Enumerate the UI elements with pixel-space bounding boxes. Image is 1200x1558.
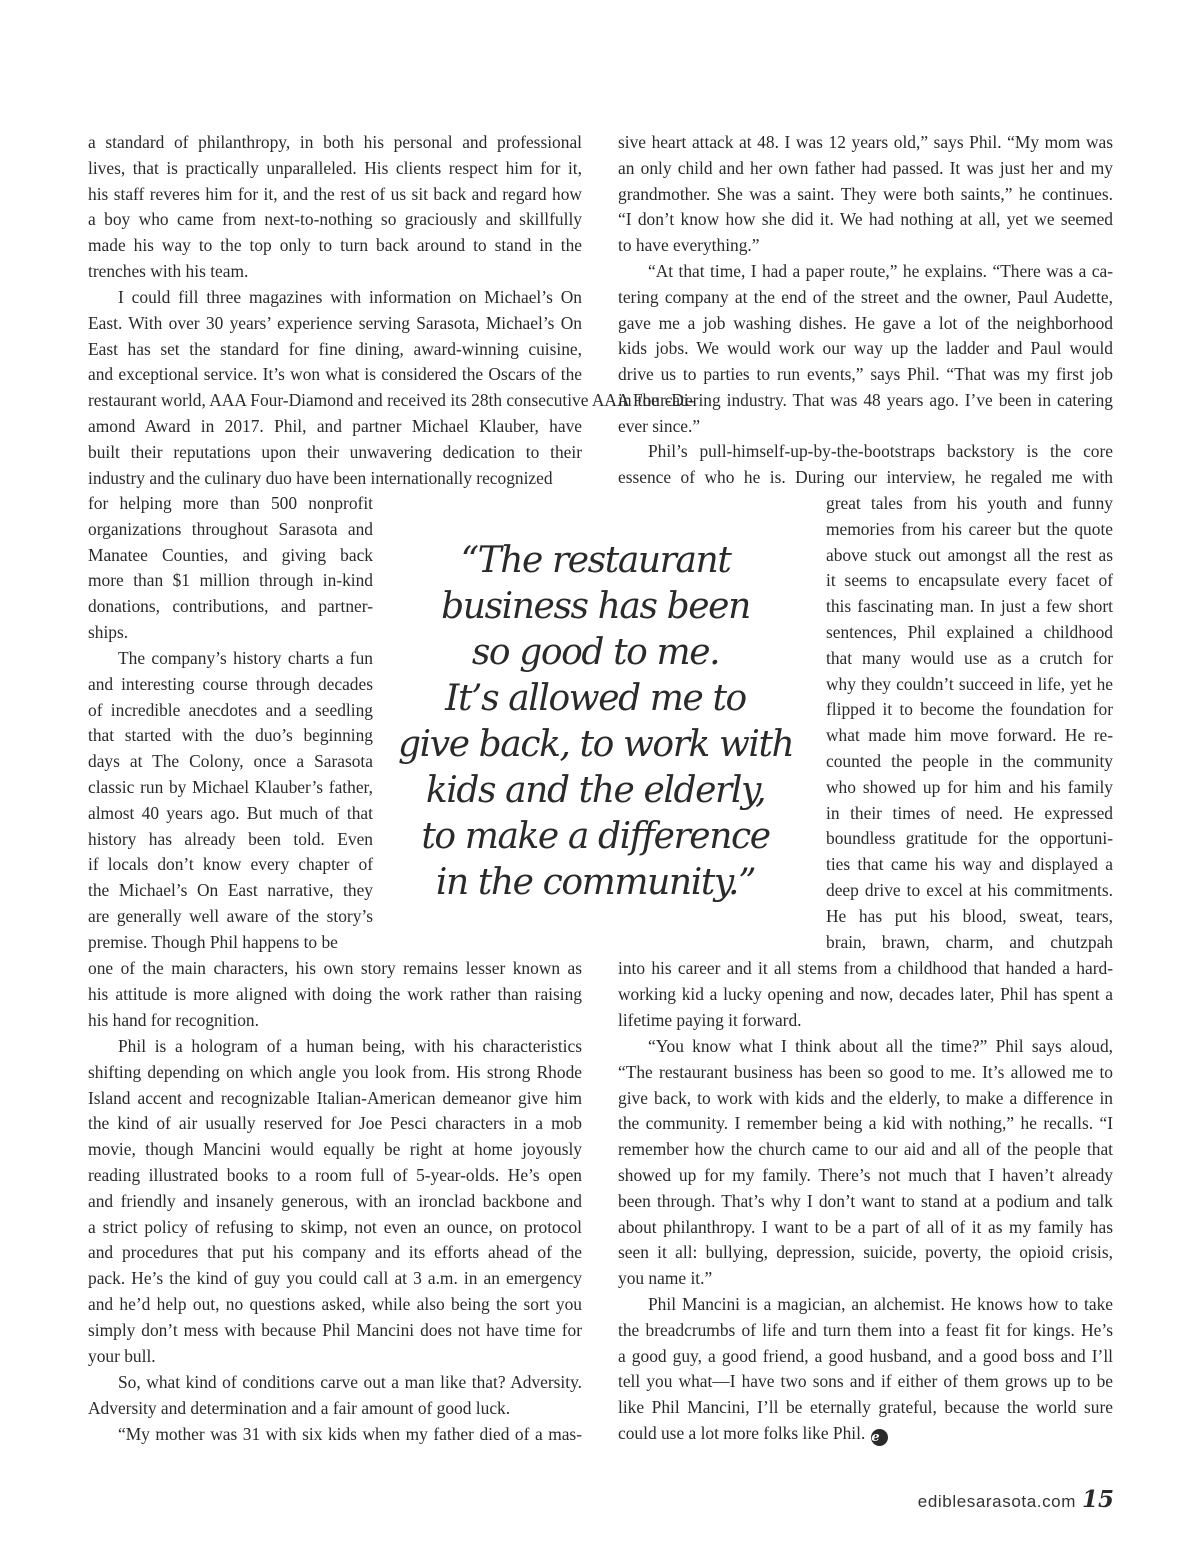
text-line: Phil Mancini is a magician, an alchemist. He knows how to take — [648, 1294, 1113, 1314]
text-line: tering company at the end of the street and the owner, Paul Audette, — [618, 286, 1113, 307]
text-line: showed up for my family. There’s not much that I haven’t already — [618, 1164, 1113, 1185]
text-line: organizations throughout Sarasota and — [88, 518, 373, 539]
text-line: counted the people in the community — [826, 750, 1113, 771]
text-line: why they couldn’t succeed in life, yet he — [826, 673, 1113, 694]
text-line: his hand for recognition. — [88, 1009, 259, 1030]
text-line: ships. — [88, 621, 129, 642]
text-line: essence of who he is. During our interview, he regaled me with — [618, 466, 1113, 487]
text-line: one of the main characters, his own story remains lesser known as — [88, 958, 582, 978]
left-column-para3-narrow — [88, 646, 373, 956]
text-line: tell you what—I have two sons and if either of them grows up to be — [618, 1371, 1113, 1392]
text-line: ever since.” — [618, 415, 701, 436]
text-line: the Michael’s On East narrative, they — [88, 880, 373, 901]
left-column-para5 — [88, 1370, 582, 1422]
text-line: made his way to the top only to turn back around to stand in the — [88, 235, 582, 256]
text-line: movie, though Mancini would equally be right at home joyously — [88, 1139, 582, 1160]
text-line: East. With over 30 years’ experience serving Sarasota, Michael’s On — [88, 312, 582, 333]
text-line: gave me a job washing dishes. He gave a lot of the neighborhood — [618, 312, 1113, 333]
text-line: more than $1 million through in-kind — [88, 570, 373, 591]
text-line: to have everything.” — [618, 235, 760, 256]
text-line: about philanthropy. I want to be a part of all of it as my family has — [618, 1216, 1113, 1237]
text-line: his attitude is more aligned with doing the work rather than raising — [88, 983, 582, 1004]
text-line: a strict policy of refusing to skimp, not even an ounce, on protocol — [88, 1216, 582, 1237]
left-column-para4 — [88, 1034, 582, 1369]
text-line: great tales from his youth and funny — [826, 493, 1113, 513]
text-line: simply don’t mess with because Phil Mancini does not have time for — [88, 1319, 582, 1340]
right-column-para3-wide — [618, 956, 1113, 1033]
text-line: amond Award in 2017. Phil, and partner Michael Klauber, have — [88, 415, 582, 436]
text-line: been through. That’s why I don’t want to stand at a podium and talk — [618, 1190, 1113, 1211]
text-line: lifetime paying it forward. — [618, 1009, 802, 1030]
text-line: classic run by Michael Klauber’s father, — [88, 776, 373, 797]
text-line: like Phil Mancini, I’ll be eternally grateful, because the world sure — [618, 1397, 1113, 1418]
text-line: boundless gratitude for the opportuni- — [826, 828, 1113, 849]
pull-quote-line: to make a difference — [421, 816, 770, 857]
text-line: Adversity and determination and a fair amount of good luck. — [88, 1397, 511, 1418]
text-line: history has already been told. Even — [88, 828, 373, 849]
right-column-para3 — [618, 439, 1113, 491]
text-line: sive heart attack at 48. I was 12 years old,” says Phil. “My mom was — [618, 132, 1113, 152]
text-line: in the catering industry. That was 48 years ago. I’ve been in catering — [618, 389, 1113, 410]
text-line: sentences, Phil explained a childhood — [826, 621, 1113, 642]
pull-quote-line: so good to me. — [471, 632, 720, 673]
text-line: that many would use as a crutch for — [826, 647, 1113, 668]
text-line: trenches with his team. — [88, 260, 249, 281]
text-line: who showed up for him and his family — [826, 776, 1113, 797]
left-column-para3-wide — [88, 956, 582, 1033]
text-line: The company’s history charts a fun — [118, 648, 373, 668]
text-line: industry and the culinary duo have been internationally recognized — [88, 467, 553, 488]
text-line: seen it all: bullying, depression, suicide, poverty, the opioid crisis, — [618, 1242, 1113, 1263]
pull-quote-line: “The restaurant — [460, 540, 731, 581]
right-column-top — [618, 130, 1113, 259]
text-line: working kid a lucky opening and now, decades later, Phil has spent a — [618, 983, 1113, 1004]
page-number: 15 — [1081, 1486, 1114, 1513]
text-line: days at The Colony, once a Sarasota — [88, 751, 373, 772]
text-line: brain, brawn, charm, and chutzpah — [826, 931, 1113, 952]
text-line: East has set the standard for fine dining, award-winning cuisine, — [88, 338, 582, 359]
left-column-para2-narrow — [88, 491, 373, 646]
text-line: Manatee Counties, and giving back — [88, 544, 373, 565]
text-line: Phil’s pull-himself-up-by-the-bootstraps backstory is the core — [648, 441, 1113, 461]
text-line: restaurant world, AAA Four-Diamond and received its 28th consecutive AAA Four-Di- — [88, 390, 695, 411]
text-line: shifting depending on which angle you look from. His strong Rhode — [88, 1061, 582, 1082]
pull-quote-line: kids and the elderly, — [425, 770, 766, 811]
pull-quote-line: give back, to work with — [398, 724, 794, 765]
text-line: a boy who came from next-to-nothing so graciously and skillfully — [88, 209, 582, 230]
right-column-para2 — [618, 259, 1113, 440]
text-line: the community. I remember being a kid with nothing,” he recalls. “I — [618, 1113, 1113, 1134]
text-line: the kind of air usually reserved for Joe Pesci characters in a mob — [88, 1113, 582, 1134]
text-line: in their times of need. He expressed — [826, 802, 1113, 823]
text-line: donations, contributions, and partner- — [88, 596, 373, 617]
footer-website[interactable]: ediblesarasota.com — [917, 1492, 1076, 1511]
text-line: Island accent and recognizable Italian-American demeanor give him — [88, 1087, 582, 1108]
text-line: built their reputations upon their unwavering dedication to their — [88, 441, 582, 462]
text-line: above stuck out amongst all the rest as — [826, 544, 1113, 565]
text-line: and interesting course through decades — [88, 673, 373, 694]
text-line: this fascinating man. In just a few short — [826, 596, 1113, 617]
text-line: drive us to parties to run events,” says Phil. “That was my first job — [618, 364, 1113, 385]
text-line: if locals don’t know every chapter of — [88, 854, 373, 875]
text-line: it seems to encapsulate every facet of — [826, 570, 1113, 591]
text-line: and exceptional service. It’s won what is considered the Oscars of the — [88, 364, 582, 385]
text-line: you name it.” — [618, 1268, 713, 1289]
text-line: “I don’t know how she did it. We had nothing at all, yet we seemed — [618, 209, 1113, 230]
right-column-para4 — [618, 1034, 1113, 1292]
text-line: deep drive to excel at his commitments. — [826, 879, 1113, 900]
text-line: his staff reveres him for it, and the rest of us sit back and regard how — [88, 183, 582, 204]
text-line: what made him move forward. He re- — [826, 725, 1113, 746]
pull-quote-line: in the community.” — [435, 862, 756, 903]
text-line: the breadcrumbs of life and turn them into a feast fit for kings. He’s — [618, 1319, 1113, 1340]
text-line: that started with the duo’s beginning — [88, 725, 373, 746]
text-line: “My mother was 31 with six kids when my father died of a mas- — [118, 1424, 582, 1444]
text-line: your bull. — [88, 1345, 156, 1366]
text-line: kids jobs. We would work our way up the ladder and Paul would — [618, 338, 1113, 359]
pull-quote-line: It’s allowed me to — [445, 678, 746, 719]
text-line: a standard of philanthropy, in both his personal and professional — [88, 132, 582, 152]
text-line: grandmother. She was a saint. They were both saints,” he continues. — [618, 183, 1113, 204]
text-line: almost 40 years ago. But much of that — [88, 802, 373, 823]
left-column-para6 — [88, 1422, 582, 1448]
text-line: remember how the church came to our aid and all of the people that — [618, 1139, 1113, 1160]
text-line: So, what kind of conditions carve out a man like that? Adversity. — [118, 1372, 582, 1392]
text-line: I could fill three magazines with information on Michael’s On — [118, 287, 582, 307]
text-line: lives, that is practically unparalleled. His clients respect him for it, — [88, 157, 582, 178]
text-line: into his career and it all stems from a childhood that handed a hard- — [618, 958, 1113, 978]
text-line: an only child and her own father had passed. It was just her and my — [618, 157, 1113, 178]
text-line: and friendly and insanely generous, with an ironclad backbone and — [88, 1190, 582, 1211]
right-column-para5 — [618, 1292, 1113, 1447]
text-line: “At that time, I had a paper route,” he explains. “There was a ca- — [648, 261, 1113, 281]
edible-logo-icon: e — [871, 1429, 888, 1446]
left-column-top — [88, 130, 582, 285]
pull-quote — [398, 538, 793, 906]
text-line: and procedures that put his company and its efforts ahead of the — [88, 1242, 582, 1263]
pull-quote-line: business has been — [441, 586, 750, 627]
text-line: premise. Though Phil happens to be — [88, 931, 338, 952]
text-line: “The restaurant business has been so good to me. It’s allowed me to — [618, 1061, 1113, 1082]
text-line: Phil is a hologram of a human being, with his characteristics — [118, 1036, 582, 1056]
text-line: a good guy, a good friend, a good husband, and a good boss and I’ll — [618, 1345, 1113, 1366]
text-line: could use a lot more folks like Phil. e — [618, 1421, 1113, 1447]
text-line: of incredible anecdotes and a seedling — [88, 699, 373, 720]
text-line: and he’d help out, no questions asked, while also being the sort you — [88, 1293, 582, 1314]
text-line: flipped it to become the foundation for — [826, 699, 1113, 720]
text-line: ties that came his way and displayed a — [826, 854, 1113, 875]
text-line: “You know what I think about all the time?” Phil says aloud, — [648, 1036, 1113, 1056]
text-line: reading illustrated books to a room full of 5-year-olds. He’s open — [88, 1164, 582, 1185]
text-line: memories from his career but the quote — [826, 518, 1113, 539]
text-line: He has put his blood, sweat, tears, — [826, 905, 1113, 926]
right-column-para3-narrow — [826, 491, 1113, 955]
text-line: pack. He’s the kind of guy you could call at 3 a.m. in an emergency — [88, 1268, 582, 1289]
text-line: are generally well aware of the story’s — [88, 905, 373, 926]
text-line: for helping more than 500 nonprofit — [88, 493, 373, 513]
text-line: give back, to work with kids and the elderly, to make a difference in — [618, 1087, 1113, 1108]
